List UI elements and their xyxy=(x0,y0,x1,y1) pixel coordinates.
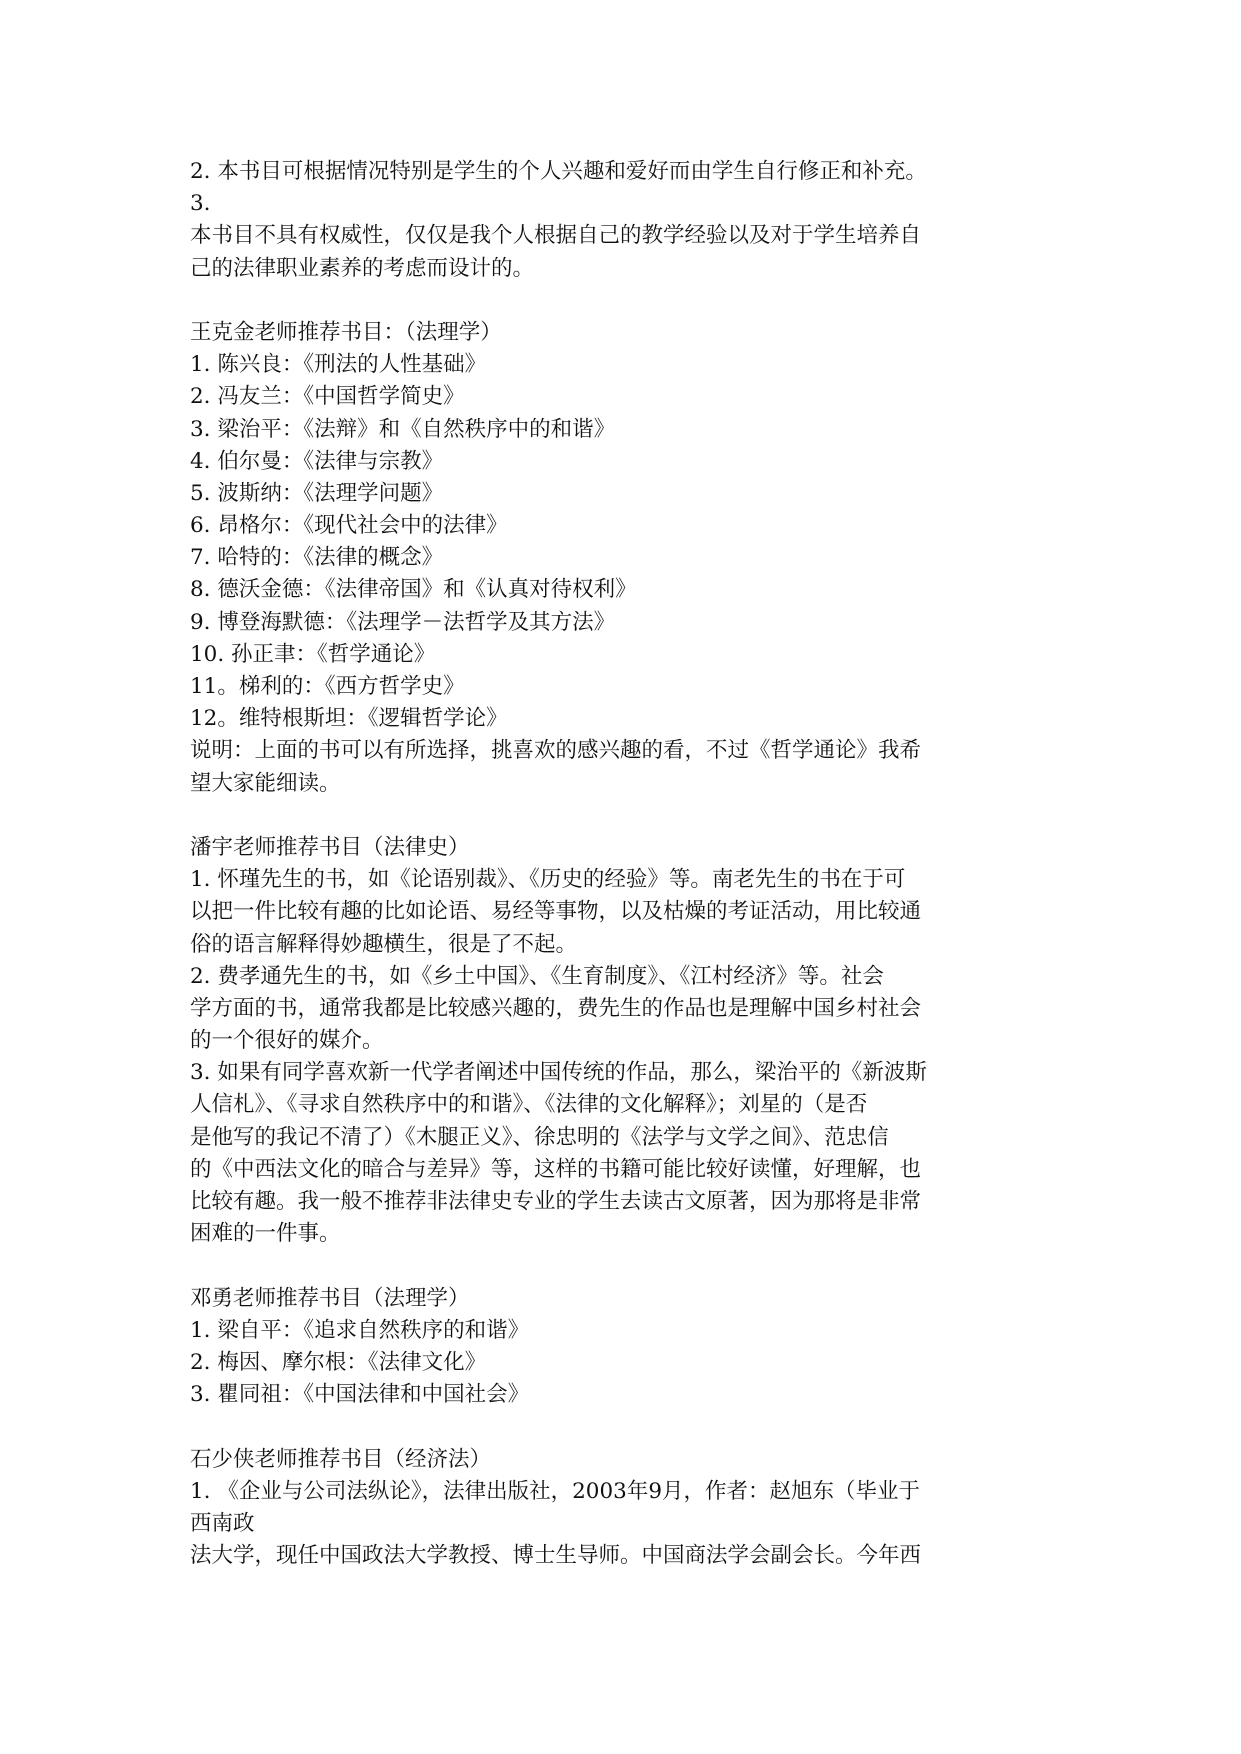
document-page xyxy=(190,156,1060,1572)
paragraph-line: 法大学，现任中国政法大学教授、博士生导师。中国商法学会副会长。今年西 xyxy=(190,1543,922,1569)
note-line: 望大家能细读。 xyxy=(190,770,341,796)
paragraph-line: 人信札》、《寻求自然秩序中的和谐》、《法律的文化解释》；刘星的（是否 xyxy=(190,1092,868,1118)
list-item: 6. 昂格尔：《现代社会中的法律》 xyxy=(190,513,508,539)
intro-line: 己的法律职业素养的考虑而设计的。 xyxy=(190,255,535,281)
list-item: 12。维特根斯坦：《逻辑哲学论》 xyxy=(190,706,508,732)
section-heading: 潘宇老师推荐书目（法律史） xyxy=(190,834,470,860)
intro-line: 本书目不具有权威性，仅仅是我个人根据自己的教学经验以及对于学生培养自 xyxy=(190,223,922,249)
section-deng-yong xyxy=(190,1283,1060,1412)
paragraph-line: 以把一件比较有趣的比如论语、易经等事物，以及枯燥的考证活动，用比较通 xyxy=(190,899,922,925)
section-heading: 王克金老师推荐书目：（法理学） xyxy=(190,319,502,345)
list-item: 8. 德沃金德：《法律帝国》和《认真对待权利》 xyxy=(190,577,637,603)
list-item: 1. 梁自平：《追求自然秩序的和谐》 xyxy=(190,1317,530,1343)
list-item: 2. 冯友兰：《中国哲学简史》 xyxy=(190,384,465,410)
spacer xyxy=(190,800,1060,832)
section-pan-yu xyxy=(190,832,1060,1250)
list-item: 10. 孙正聿：《哲学通论》 xyxy=(190,641,436,667)
section-wang-kejin xyxy=(190,317,1060,800)
list-item: 1. 陈兴良：《刑法的人性基础》 xyxy=(190,352,487,378)
paragraph-line: 西南政 xyxy=(190,1510,255,1536)
paragraph-line: 俗的语言解释得妙趣横生，很是了不起。 xyxy=(190,931,578,957)
paragraph-line: 3. 如果有同学喜欢新一代学者阐述中国传统的作品，那么，梁治平的《新波斯 xyxy=(190,1060,927,1086)
paragraph-line: 学方面的书，通常我都是比较感兴趣的，费先生的作品也是理解中国乡村社会 xyxy=(190,995,922,1021)
list-item: 5. 波斯纳：《法理学问题》 xyxy=(190,480,444,506)
section-shi-shaoxia xyxy=(190,1444,1060,1573)
list-item: 4. 伯尔曼：《法律与宗教》 xyxy=(190,448,444,474)
paragraph-line: 的《中西法文化的暗合与差异》等，这样的书籍可能比较好读懂，好理解，也 xyxy=(190,1156,922,1182)
spacer xyxy=(190,285,1060,317)
list-item: 9. 博登海默德：《法理学－法哲学及其方法》 xyxy=(190,609,616,635)
list-item: 11。梯利的：《西方哲学史》 xyxy=(190,674,465,699)
paragraph-line: 是他写的我记不清了）《木腿正义》、徐忠明的《法学与文学之间》、范忠信 xyxy=(190,1124,889,1150)
intro-notes xyxy=(190,156,1060,285)
list-item: 7. 哈特的：《法律的概念》 xyxy=(190,545,444,571)
paragraph-line: 比较有趣。我一般不推荐非法律史专业的学生去读古文原著，因为那将是非常 xyxy=(190,1189,922,1214)
list-item: 3. 梁治平：《法辩》和《自然秩序中的和谐》 xyxy=(190,416,616,442)
paragraph-line: 2. 费孝通先生的书，如《乡土中国》、《生育制度》、《江村经济》等。社会 xyxy=(190,963,884,989)
spacer xyxy=(190,1411,1060,1443)
note-line: 说明：上面的书可以有所选择，挑喜欢的感兴趣的看，不过《哲学通论》我希 xyxy=(190,738,922,764)
section-heading: 邓勇老师推荐书目（法理学） xyxy=(190,1285,470,1311)
list-item: 2. 梅因、摩尔根：《法律文化》 xyxy=(190,1349,487,1375)
spacer xyxy=(190,1250,1060,1282)
paragraph-line: 1. 《企业与公司法纵论》，法律出版社，2003年9月，作者：赵旭东（毕业于 xyxy=(190,1478,920,1504)
paragraph-line: 1. 怀瑾先生的书，如《论语别裁》、《历史的经验》等。南老先生的书在于可 xyxy=(190,867,906,893)
paragraph-line: 的一个很好的媒介。 xyxy=(190,1028,384,1054)
section-heading: 石少侠老师推荐书目（经济法） xyxy=(190,1446,492,1472)
list-item: 3. 瞿同祖：《中国法律和中国社会》 xyxy=(190,1382,530,1408)
intro-line: 2. 本书目可根据情况特别是学生的个人兴趣和爱好而由学生自行修正和补充。 xyxy=(190,159,927,184)
paragraph-line: 困难的一件事。 xyxy=(190,1221,341,1247)
intro-line: 3. xyxy=(190,191,211,217)
